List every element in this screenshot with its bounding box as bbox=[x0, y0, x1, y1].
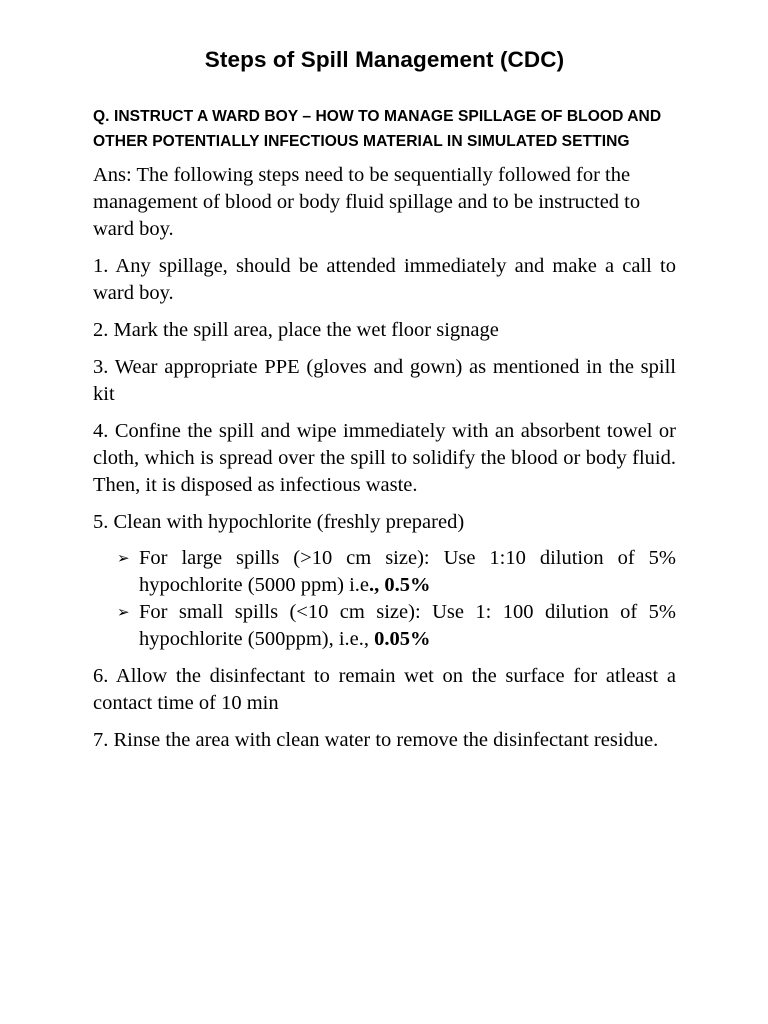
step-7: 7. Rinse the area with clean water to remove the disinfectant residue. bbox=[93, 729, 659, 751]
bullet-text: For large spills (>10 cm size): Use 1:10 dilution of 5% hypochlorite (5000 ppm) i.e bbox=[139, 547, 676, 596]
step-1: 1. Any spillage, should be attended immediately and make a call to ward boy. bbox=[93, 255, 676, 304]
step-2: 2. Mark the spill area, place the wet floor signage bbox=[93, 319, 499, 341]
bullet-large-spills bbox=[93, 545, 676, 599]
hypochlorite-dilution-list bbox=[93, 545, 676, 653]
step-4: 4. Confine the spill and wipe immediately with an absorbent towel or cloth, which is spread over the spill to solidify the blood or body fluid. Then, it is disposed as infectious waste. bbox=[93, 420, 676, 496]
answer-intro: Ans: The following steps need to be sequentially followed for the management of blood or body fluid spillage and to be instructed to ward boy. bbox=[93, 164, 641, 240]
step-3: 3. Wear appropriate PPE (gloves and gown) as mentioned in the spill kit bbox=[93, 356, 676, 405]
arrow-bullet-icon: ➢ bbox=[117, 603, 130, 621]
document-page bbox=[93, 44, 676, 754]
bullet-bold-value: ., 0.5% bbox=[369, 574, 431, 596]
bullet-text: For small spills (<10 cm size): Use 1: 100 dilution of 5% hypochlorite (500ppm), i.e., bbox=[139, 601, 676, 650]
page-title: Steps of Spill Management (CDC) bbox=[204, 47, 565, 72]
step-6: 6. Allow the disinfectant to remain wet on the surface for atleast a contact time of 10 min bbox=[93, 665, 676, 714]
bullet-bold-value: 0.05% bbox=[374, 628, 431, 650]
arrow-bullet-icon: ➢ bbox=[117, 549, 130, 567]
step-5: 5. Clean with hypochlorite (freshly prepared) bbox=[93, 511, 465, 533]
bullet-small-spills bbox=[93, 599, 676, 653]
question-heading: Q. INSTRUCT A WARD BOY – HOW TO MANAGE SPILLAGE OF BLOOD AND OTHER POTENTIALLY INFECTIOUS MATERIAL IN SIMULATED SETTING bbox=[93, 108, 662, 150]
